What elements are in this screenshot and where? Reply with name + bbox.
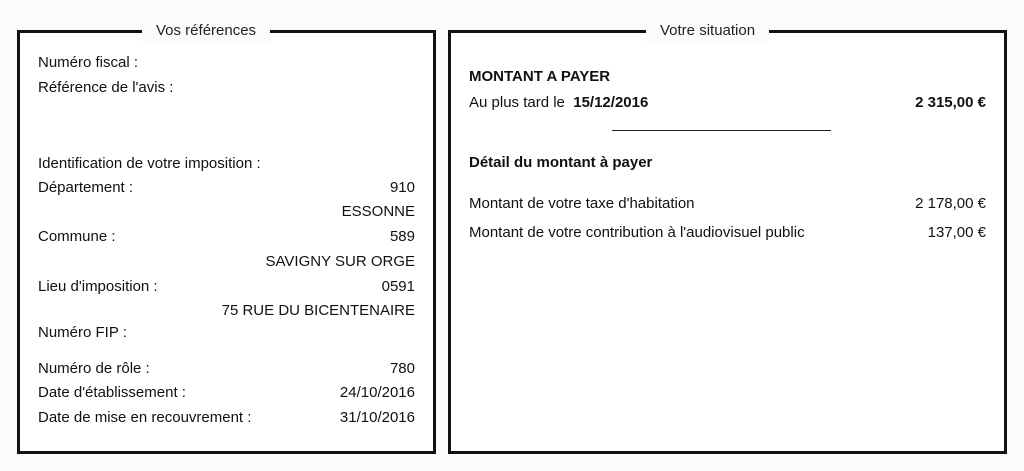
numero-fiscal-label: Numéro fiscal : bbox=[38, 54, 139, 71]
references-panel bbox=[17, 22, 436, 454]
identification-label: Identification de votre imposition : bbox=[38, 155, 261, 172]
fip-label: Numéro FIP : bbox=[38, 324, 127, 341]
detail-item-amount: 137,00 € bbox=[927, 224, 986, 241]
references-title: Vos références bbox=[142, 20, 270, 42]
recouvrement-value: 31/10/2016 bbox=[339, 409, 415, 426]
montant-heading: MONTANT A PAYER bbox=[469, 68, 611, 85]
departement-name: ESSONNE bbox=[341, 203, 415, 220]
lieu-address: 75 RUE DU BICENTENAIRE bbox=[221, 302, 415, 319]
commune-code: 589 bbox=[389, 228, 415, 245]
lieu-code: 0591 bbox=[381, 278, 415, 295]
situation-title: Votre situation bbox=[646, 20, 769, 42]
departement-code: 910 bbox=[389, 179, 415, 196]
etablissement-value: 24/10/2016 bbox=[339, 384, 415, 401]
deadline-date: 15/12/2016 bbox=[573, 94, 649, 111]
detail-heading: Détail du montant à payer bbox=[469, 154, 653, 171]
role-label: Numéro de rôle : bbox=[38, 360, 150, 377]
separator-line bbox=[612, 130, 831, 131]
situation-panel bbox=[448, 22, 1007, 454]
departement-label: Département : bbox=[38, 179, 134, 196]
total-amount: 2 315,00 € bbox=[915, 94, 986, 111]
lieu-label: Lieu d'imposition : bbox=[38, 278, 158, 295]
commune-name: SAVIGNY SUR ORGE bbox=[265, 253, 415, 270]
deadline-line bbox=[469, 93, 648, 113]
etablissement-label: Date d'établissement : bbox=[38, 384, 186, 401]
deadline-prefix: Au plus tard le bbox=[469, 94, 565, 111]
commune-label: Commune : bbox=[38, 228, 116, 245]
recouvrement-label: Date de mise en recouvrement : bbox=[38, 409, 252, 426]
reference-avis-label: Référence de l'avis : bbox=[38, 79, 174, 96]
detail-item-label: Montant de votre contribution à l'audiovisuel public bbox=[469, 224, 805, 241]
detail-item-label: Montant de votre taxe d'habitation bbox=[469, 195, 695, 212]
detail-item-amount: 2 178,00 € bbox=[915, 195, 986, 212]
role-value: 780 bbox=[389, 360, 415, 377]
